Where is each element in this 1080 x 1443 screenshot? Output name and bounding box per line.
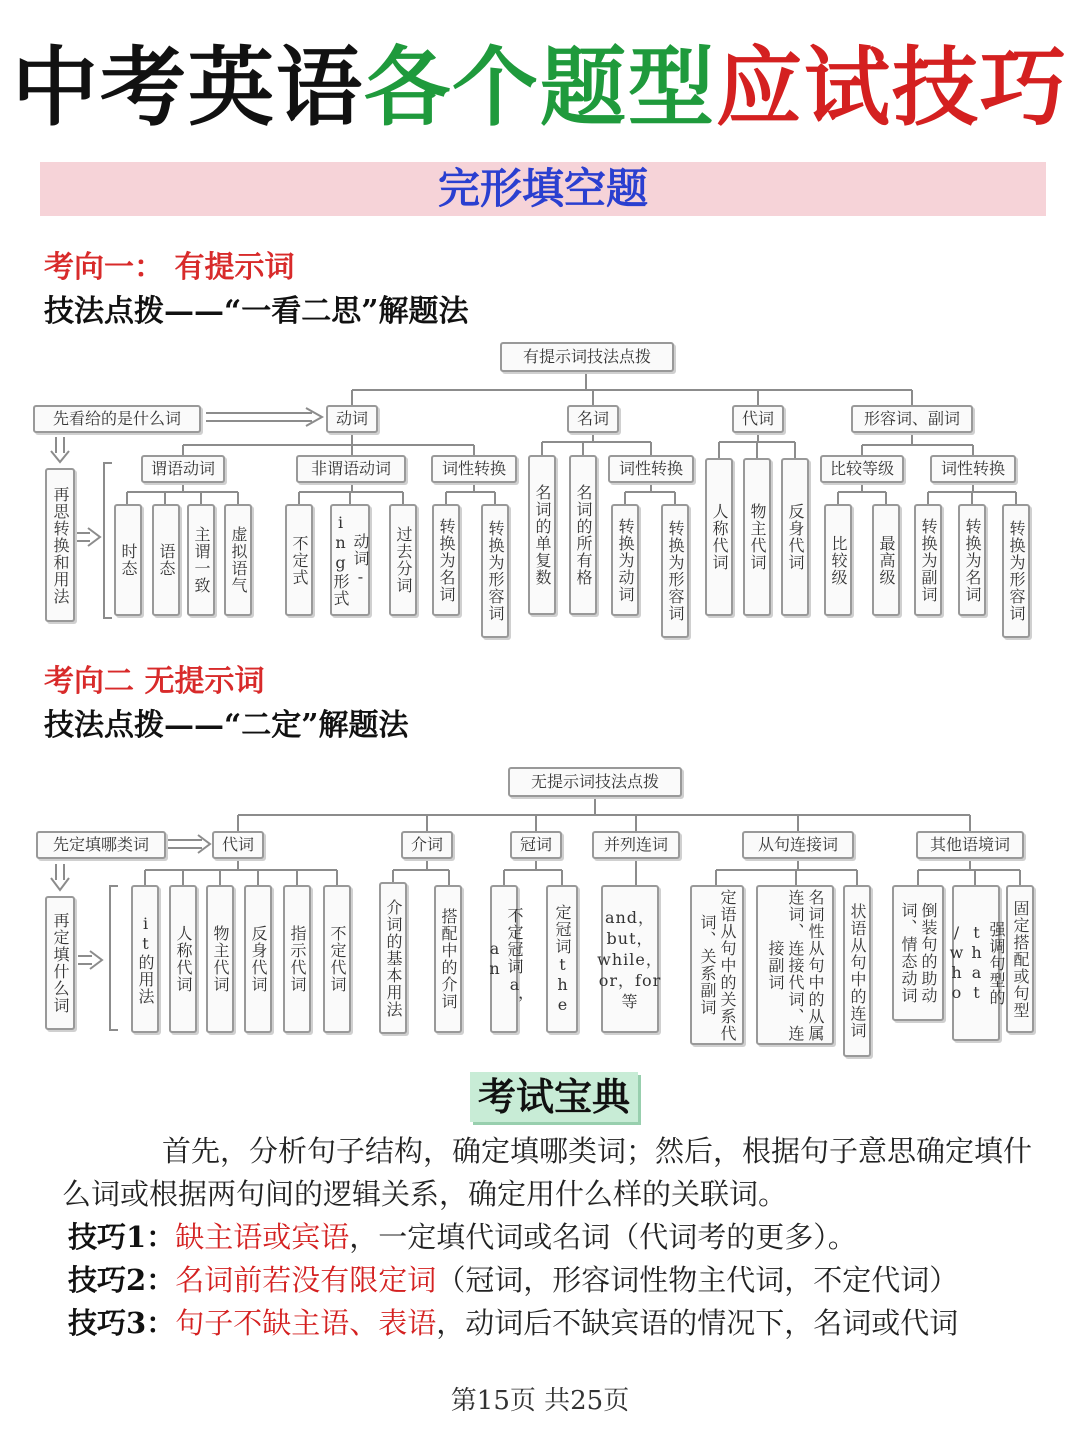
diagram1-leaf: 人称代词: [705, 458, 733, 616]
diagram1-leaf: 反身代词: [781, 458, 809, 616]
diagram2-leaf: 物主代词: [206, 885, 234, 1033]
diagram2-root: 无提示词技法点拨: [508, 767, 682, 797]
diagram1-leaf: 名词的所有格: [569, 455, 597, 615]
diagram2-leaf: 强调句型的that /who: [952, 885, 1000, 1041]
section1-heading: 考向一： 有提示词: [44, 250, 295, 285]
section1-subheading: 技法点拨——“一看二思”解题法: [44, 294, 469, 329]
diagram1-category-noun: 名词: [567, 405, 619, 433]
diagram2-leaf: 不定代词: [323, 885, 351, 1033]
diagram2-leaf: and，but，while，or，for等: [601, 885, 659, 1033]
diagram2-leaf: 定冠词the: [546, 885, 578, 1033]
diagram2-left-bottom: 再定填什么词: [45, 896, 75, 1030]
diagram1-leaf: 转换为动词: [611, 504, 639, 616]
diagram1-leaf: 转换为副词: [914, 504, 942, 616]
diagram1-sub-nonfinite-verb: 非谓语动词: [296, 455, 406, 483]
page-number: 第15页 共25页: [450, 1386, 630, 1416]
diagram1-left-bottom: 再思转换和用法: [45, 468, 75, 622]
diagram1-sub-comparison: 比较等级: [820, 455, 904, 483]
diagram1-leaf: 物主代词: [743, 458, 771, 616]
diagram1-sub-predicate-verb: 谓语动词: [141, 455, 225, 483]
diagram2-leaf: 名词性从句中的从属连词、连接代词、连接副词: [756, 885, 834, 1045]
diagram1-leaf: 名词的单复数: [528, 455, 556, 615]
exam-tips-title: 考试宝典: [470, 1072, 638, 1122]
diagram2-left-top: 先定填哪类词: [36, 831, 166, 859]
section2-subheading: 技法点拨——“二定”解题法: [44, 708, 409, 743]
diagram2-leaf: 固定搭配或句型: [1006, 885, 1034, 1033]
diagram1-leaf: 语态: [152, 504, 180, 616]
diagram1-category-verb: 动词: [326, 405, 378, 433]
diagram1-root: 有提示词技法点拨: [500, 342, 674, 372]
diagram2-leaf: 不定冠词a，an: [490, 885, 518, 1033]
diagram1-leaf: 比较级: [824, 504, 852, 616]
diagram1-category-adj-adv: 形容词、副词: [851, 405, 973, 433]
diagram2-leaf: 人称代词: [169, 885, 197, 1033]
diagram2-category-preposition: 介词: [401, 831, 453, 859]
tip-3: 技巧3：句子不缺主语、表语，动词后不缺宾语的情况下，名词或代词: [68, 1306, 959, 1340]
page-title: 中考英语各个题型应试技巧: [12, 38, 1068, 138]
diagram1-leaf: 主谓一致: [187, 504, 215, 616]
diagram1-category-pronoun: 代词: [732, 405, 784, 433]
tip-1: 技巧1：缺主语或宾语，一定填代词或名词（代词考的更多）。: [68, 1220, 857, 1254]
section2-heading: 考向二 无提示词: [44, 664, 265, 699]
diagram1-leaf: 转换为形容词: [481, 504, 509, 638]
diagram2-leaf: 反身代词: [244, 885, 272, 1033]
diagram1-leaf: 动词-ing形式: [330, 504, 370, 616]
diagram1-sub-pos-conversion-1: 词性转换: [431, 455, 517, 483]
diagram1-leaf: 最高级: [872, 504, 900, 616]
diagram2-leaf: 倒装句的助动词、情态动词: [892, 885, 944, 1021]
diagram1-leaf: 转换为形容词: [1002, 504, 1030, 638]
diagram2-leaf: it的用法: [131, 885, 159, 1033]
diagram2-category-clause-conn: 从句连接词: [742, 831, 854, 859]
diagram1-leaf: 不定式: [285, 504, 313, 616]
diagram1-leaf: 转换为名词: [958, 504, 986, 616]
section-banner: 完形填空题: [40, 162, 1046, 216]
diagram2-category-coord-conj: 并列连词: [592, 831, 680, 859]
diagram2-leaf: 指示代词: [283, 885, 311, 1033]
diagram2-leaf: 定语从句中的关系代词、关系副词: [690, 885, 744, 1045]
diagram1-leaf: 过去分词: [389, 504, 417, 616]
diagram1-sub-pos-conversion-3: 词性转换: [930, 455, 1016, 483]
diagram1-leaf: 时态: [114, 504, 142, 616]
exam-tips-paragraph: 首先，分析句子结构，确定填哪类词；然后，根据句子意思确定填什么词或根据两句间的逻辑关系，确定用什么样的关联词。: [62, 1134, 1033, 1211]
diagram2-category-article: 冠词: [510, 831, 562, 859]
diagram1-leaf: 虚拟语气: [224, 504, 252, 616]
diagram1-sub-pos-conversion-2: 词性转换: [608, 455, 694, 483]
diagram2-category-context-word: 其他语境词: [916, 831, 1024, 859]
diagram1-leaf: 转换为名词: [432, 504, 460, 616]
diagram2-category-pronoun: 代词: [212, 831, 264, 859]
diagram1-leaf: 转换为形容词: [661, 504, 689, 638]
tip-2: 技巧2：名词前若没有限定词（冠词，形容词性物主代词，不定代词）: [68, 1263, 959, 1297]
diagram2-leaf: 介词的基本用法: [379, 882, 407, 1034]
diagram2-leaf: 状语从句中的连词: [843, 885, 871, 1057]
diagram1-left-top: 先看给的是什么词: [33, 405, 201, 433]
diagram2-leaf: 搭配中的介词: [434, 885, 462, 1033]
